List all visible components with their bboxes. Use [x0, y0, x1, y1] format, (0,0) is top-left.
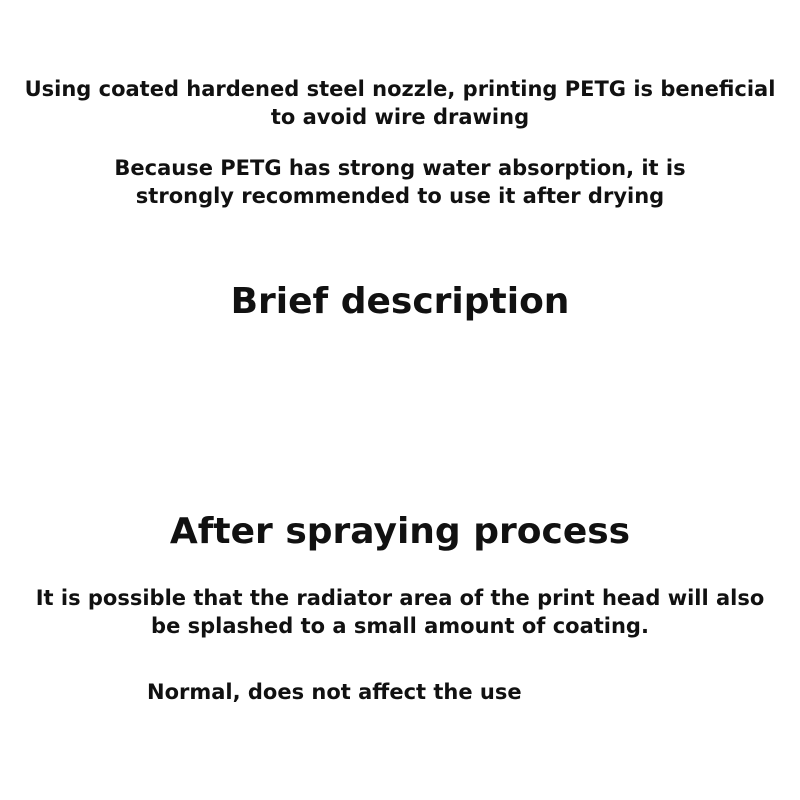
brief-description-heading: Brief description [230, 281, 570, 322]
nozzle-recommendation-line-2: to avoid wire drawing [270, 105, 530, 129]
nozzle-recommendation-text [0, 75, 800, 131]
nozzle-recommendation-line-1: Using coated hardened steel nozzle, printing PETG is beneficial [24, 77, 776, 101]
after-spraying-heading: After spraying process [169, 511, 631, 552]
petg-drying-line-2: strongly recommended to use it after drying [135, 184, 665, 208]
coating-splash-line-2: be splashed to a small amount of coating. [151, 614, 649, 638]
coating-splash-line-1: It is possible that the radiator area of the print head will also [35, 586, 765, 610]
petg-drying-text [0, 154, 800, 210]
coating-splash-note [0, 584, 800, 640]
normal-use-note: Normal, does not affect the use [147, 680, 522, 704]
petg-drying-line-1: Because PETG has strong water absorption, it is [114, 156, 686, 180]
